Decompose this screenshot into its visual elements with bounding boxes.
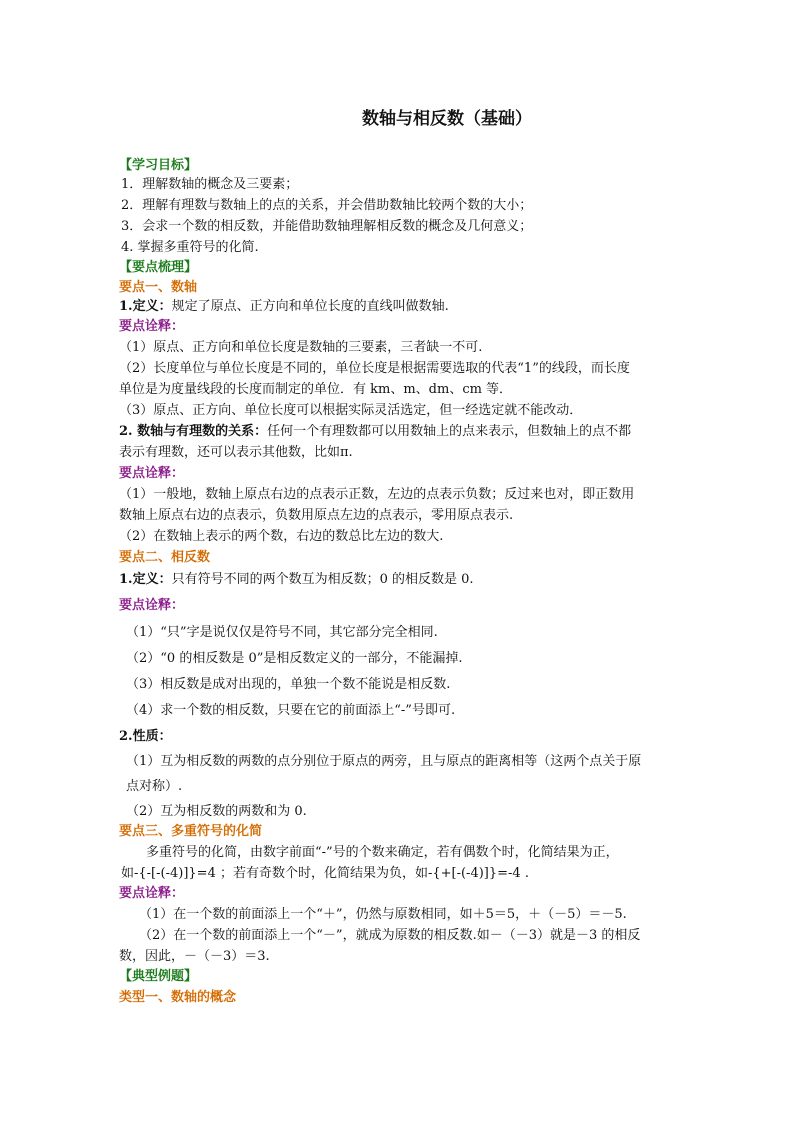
note-heading: 要点诠释： xyxy=(119,886,185,901)
relation-text: 任何一个有理数都可以用数轴上的点来表示，但数轴上的点不都 xyxy=(267,424,632,439)
note-line: （1）一般地，数轴上原点右边的点表示正数，左边的点表示负数；反过来也对，即正数用 xyxy=(119,487,635,502)
goal-item: 4. 掌握多重符号的化简. xyxy=(121,240,259,255)
note-line: （2）在数轴上表示的两个数，右边的数总比左边的数大. xyxy=(119,529,444,544)
definition-label: 1.定义： xyxy=(119,572,172,587)
points-heading: 【要点梳理】 xyxy=(119,260,198,275)
note-line: （3）相反数是成对出现的，单独一个数不能说是相反数. xyxy=(126,677,451,692)
property-line: （1）互为相反数的两数的点分别位于原点的两旁，且与原点的距离相等（这两个点关于原 xyxy=(126,754,642,769)
note-heading: 要点诠释： xyxy=(119,598,185,613)
note-line: （1）“只”字是说仅仅是符号不同，其它部分完全相同. xyxy=(126,625,438,640)
note-line: （2）“0 的相反数是 0”是相反数定义的一部分，不能漏掉. xyxy=(126,651,463,666)
point1-definition xyxy=(119,298,679,316)
note-line: （2）长度单位与单位长度是不同的，单位长度是根据需要选取的代表“1”的线段，而长度 xyxy=(119,361,630,376)
note-line: （3）原点、正方向、单位长度可以根据实际灵活选定，但一经选定就不能改动． xyxy=(119,403,583,418)
point1-heading: 要点一、数轴 xyxy=(119,280,198,295)
note-heading: 要点诠释： xyxy=(119,319,185,334)
definition-text: 只有符号不同的两个数互为相反数；0 的相反数是 0. xyxy=(171,572,474,587)
point2-definition xyxy=(119,571,679,589)
note-line: （1）在一个数的前面添上一个“＋”，仍然与原数相同，如＋5＝5，＋（－5）＝－5. xyxy=(139,907,627,922)
property-line: 点对称）. xyxy=(126,779,183,794)
note-line: 数轴上原点右边的点表示，负数用原点左边的点表示，零用原点表示. xyxy=(119,508,514,523)
goal-item: 2．理解有理数与数轴上的点的关系，并会借助数轴比较两个数的大小； xyxy=(121,198,533,213)
example-type-heading: 类型一、数轴的概念 xyxy=(119,990,237,1005)
relation-label: 2. 数轴与有理数的关系： xyxy=(119,424,268,439)
note-line: （1）原点、正方向和单位长度是数轴的三要素，三者缺一不可. xyxy=(119,340,483,355)
definition-label: 1.定义： xyxy=(119,299,172,314)
point1-relation xyxy=(119,423,679,441)
examples-heading: 【典型例题】 xyxy=(119,969,198,984)
note-line: 单位是为度量线段的长度而制定的单位．有 km、m、dm、cm 等． xyxy=(119,382,513,397)
point3-heading: 要点三、多重符号的化简 xyxy=(119,824,263,839)
point2-heading: 要点二、相反数 xyxy=(119,550,211,565)
property-line: （2）互为相反数的两数和为 0. xyxy=(126,804,307,819)
note-line: （4）求一个数的相反数，只要在它的前面添上“-”号即可. xyxy=(126,703,456,718)
point3-text: 如-{-[-(-4)]}=4 ；若有奇数个时，化简结果为负，如-{+[-(-4)]}=-4 . xyxy=(121,866,529,881)
relation-text-cont: 表示有理数，还可以表示其他数，比如π. xyxy=(119,445,353,460)
property-label: 2.性质： xyxy=(119,729,172,744)
goal-item: 1．理解数轴的概念及三要素； xyxy=(121,177,299,192)
note-heading: 要点诠释： xyxy=(119,466,185,481)
note-line: （2）在一个数的前面添上一个“－”，就成为原数的相反数.如－（－3）就是－3 的相反 xyxy=(139,928,641,943)
point3-text: 多重符号的化简，由数字前面“-”号的个数来确定，若有偶数个时，化简结果为正， xyxy=(146,845,619,860)
definition-text: 规定了原点、正方向和单位长度的直线叫做数轴. xyxy=(171,299,449,314)
note-line: 数，因此，－（－3）＝3. xyxy=(119,949,270,964)
goals-heading: 【学习目标】 xyxy=(119,158,198,173)
page-title: 数轴与相反数（基础） xyxy=(362,109,532,129)
goal-item: 3．会求一个数的相反数，并能借助数轴理解相反数的概念及几何意义； xyxy=(121,219,533,234)
